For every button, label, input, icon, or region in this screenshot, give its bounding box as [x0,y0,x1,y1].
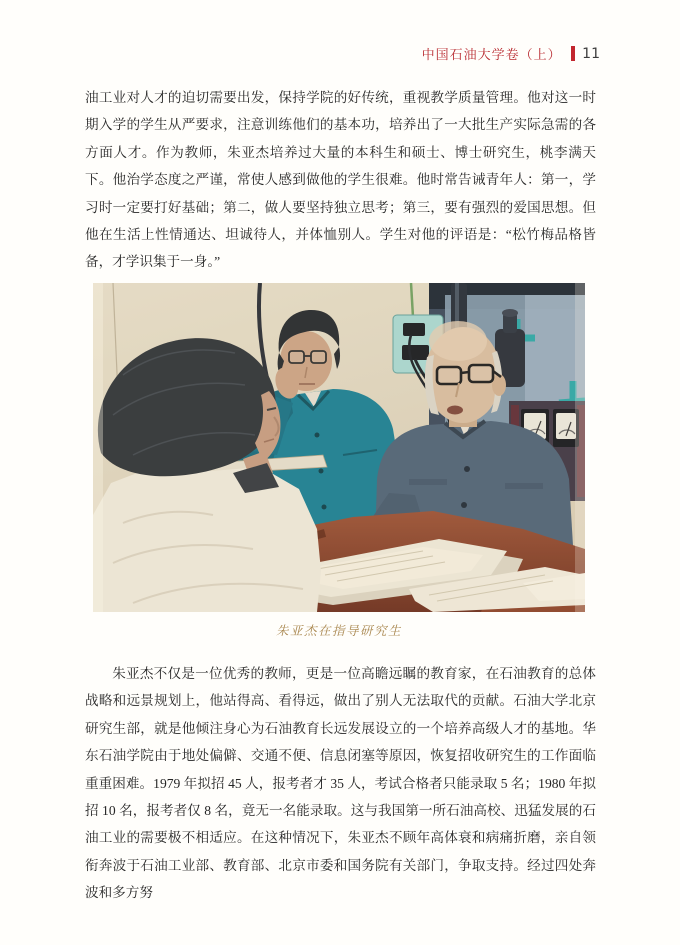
paragraph-1: 油工业对人才的迫切需要出发，保持学院的好传统，重视教学质量管理。他对这一时期入学的学生从严要求，注意训练他们的基本功，培养出了一大批生产实际急需的各方面人才。作为教师，朱亚杰培养过大量的本科生和硕士、博士研究生，桃李满天下。他治学态度之严谨，常使人感到做他的学生很难。他时常告诫青年人：第一，学习时一定要打好基础；第二，做人要坚持独立思考；第三，要有强烈的爱国思想。但他在生活上性情通达、坦诚待人，并体恤别人。学生对他的评语是：“松竹梅品格皆备，才学识集于一身。” [85,90,596,270]
page-number: 11 [582,45,600,62]
photo [93,283,585,612]
header-divider-bar [571,46,576,61]
page-header [422,44,600,63]
photo-caption: 朱亚杰在指导研究生 [275,624,402,638]
book-title: 中国石油大学卷（上） [421,48,562,63]
photo-illustration [93,283,585,612]
paragraph-2: 朱亚杰不仅是一位优秀的教师，更是一位高瞻远瞩的教育家，在石油教育的总体战略和远景规划上，他站得高、看得远，做出了别人无法取代的贡献。石油大学北京研究生部，就是他倾注身心为石油教育长远发展设立的一个培养高级人才的基地。华东石油学院由于地处偏僻、交通不便、信息闭塞等原因，恢复招收研究生的工作面临重重困难。1979 年拟招 45 人，报考者才 35 人，考试合格者只能录取 5 名；1980 年拟招 10 名，报考者仅 8 名，竟无一名能录取。这与我国第一所石油高校、迅猛发展的石油工业的需要极不相适应。在这种情况下，朱亚杰不顾年高体衰和病痛折磨，亲自领衔奔波于石油工业部、教育部、北京市委和国务院有关部门，争取支持。经过四处奔波和多方努 [85,666,596,901]
